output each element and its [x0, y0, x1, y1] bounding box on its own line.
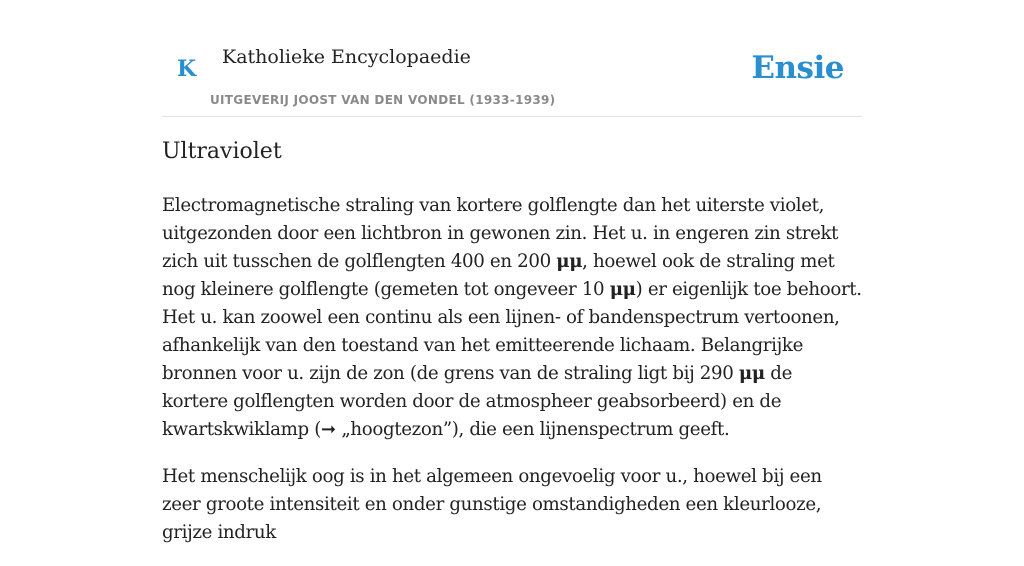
article-title: Ultraviolet [162, 139, 282, 164]
paragraph-1-text: Electromagnetische straling van kortere golflengte dan het uiterste violet, uitgezonden door een lichtbron in gewonen zin. Het u. in engeren zin strekt zich uit tusschen de golflengten 400 en 200 [162, 195, 839, 272]
paragraph-1 [162, 192, 862, 444]
page [162, 0, 862, 543]
paragraph-1-text: ) er eigenlijk toe behoort. Het u. kan zoowel een continu als een lijnen- of bandenspectrum vertoonen, afhankelijk van den toestand van het emitteerende lichaam. Belangrijke bronnen voor u. zijn de zon (de grens van de straling ligt bij 290 [162, 279, 862, 384]
unit-symbol: μμ [738, 363, 765, 384]
paragraph-1-text: de kortere golflengten worden door de atmospheer geabsorbeerd) en de kwartskwiklamp ( [162, 363, 792, 440]
cross-reference-link: „hoogtezon”), die een lijnenspectrum geeft. [335, 419, 730, 440]
paragraph-1-text: , hoewel ook de straling met nog kleinere golflengte (gemeten tot ongeveer 10 [162, 251, 835, 300]
unit-symbol: μμ [609, 279, 636, 300]
book-title[interactable]: Katholieke Encyclopaedie [222, 46, 471, 68]
unit-symbol: μμ [556, 251, 583, 272]
article-body [162, 192, 862, 566]
ensie-brand-link[interactable]: Ensie [751, 50, 844, 86]
publisher-label: UITGEVERIJ JOOST VAN DEN VONDEL (1933-1939) [210, 93, 556, 107]
encyclopedia-logo[interactable]: K [177, 56, 197, 82]
paragraph-2: Het menschelijk oog is in het algemeen ongevoelig voor u., hoewel bij een zeer groote intensiteit en onder gunstige omstandigheden een kleurlooze, grijze indruk [162, 466, 822, 543]
header [162, 0, 862, 117]
arrow-icon: ➞ [321, 419, 336, 440]
